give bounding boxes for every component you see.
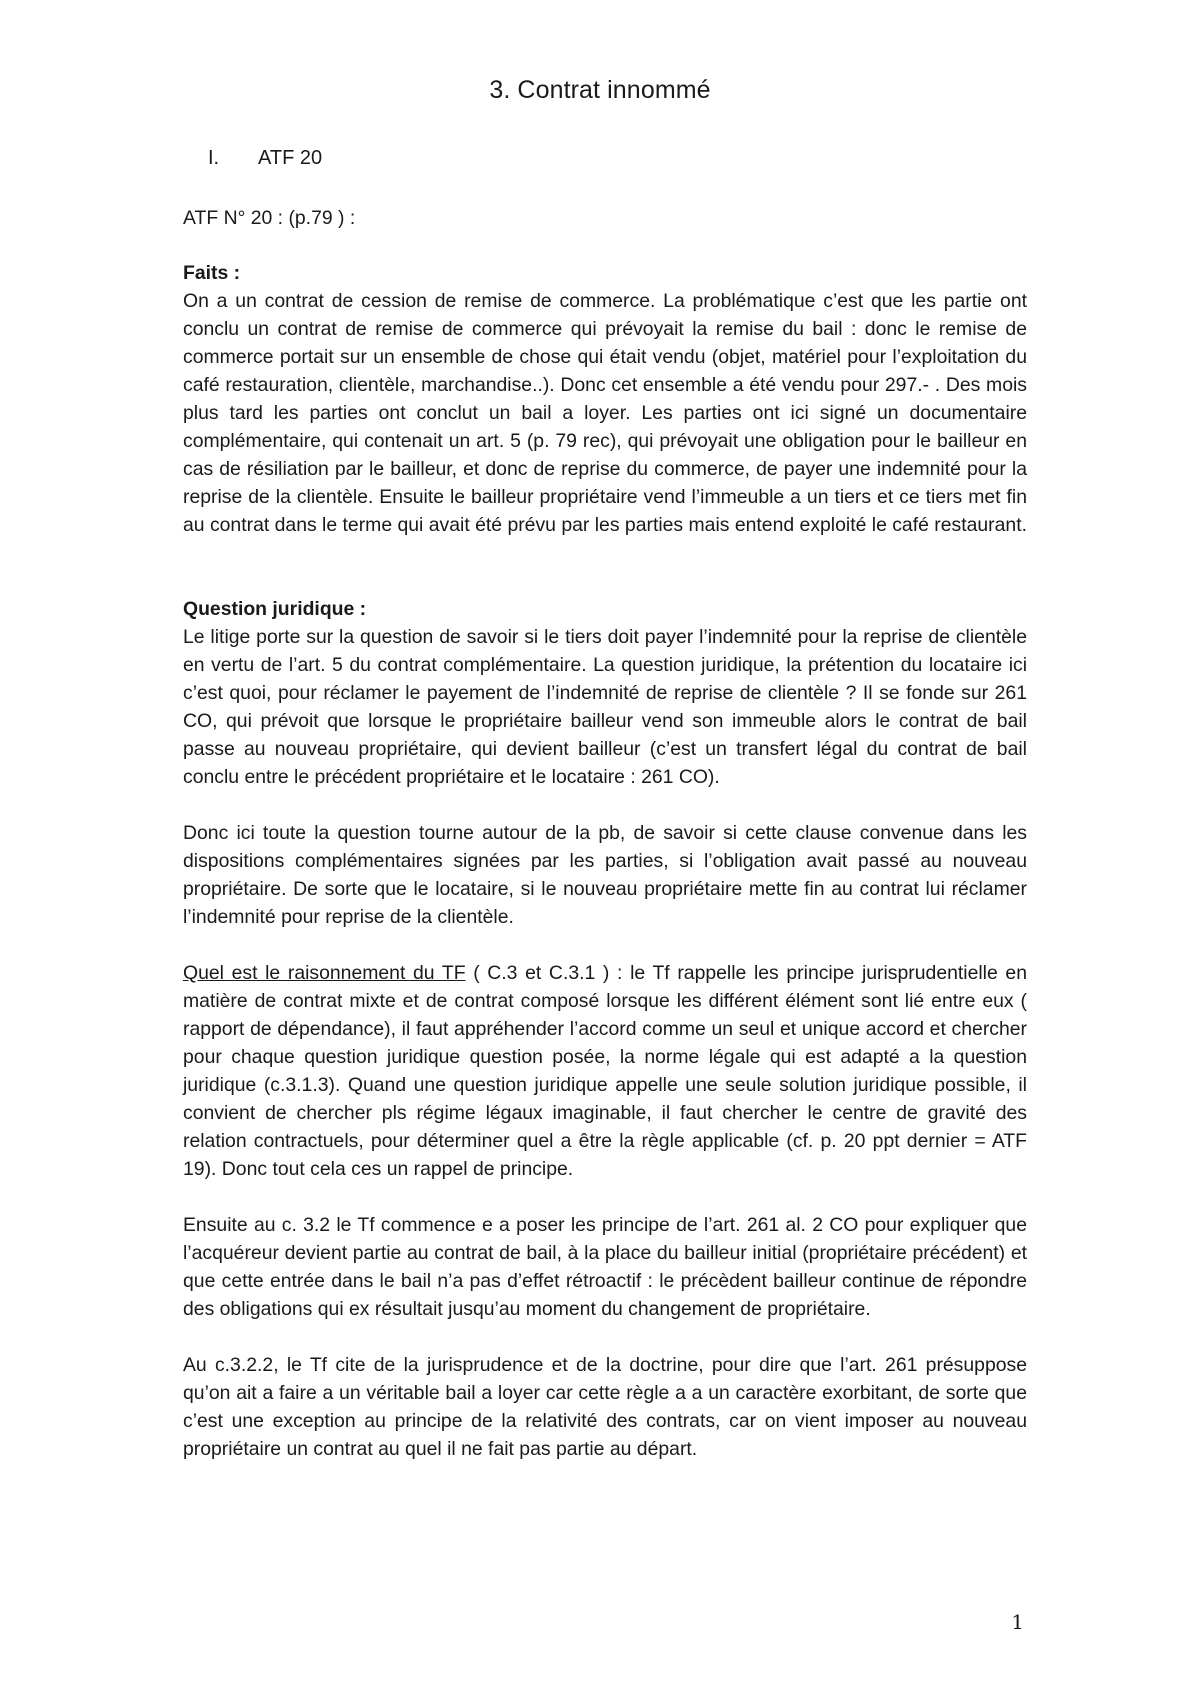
raisonnement-text: ( C.3 et C.3.1 ) : le Tf rappelle les principe jurisprudentielle en matière de contrat mixte et de contrat composé lorsque les différent élément sont lié entre eux ( rapport de dépendance), il faut appréhender l’accord comme un seul et unique accord et chercher pour chaque question juridique question posée, la norme légale qui est adapté a la question juridique (c.3.1.3). Quand une question juridique appelle une seule solution juridique possible, il convient de chercher pls régime légaux imaginable, il faut chercher le centre de gravité des relation contractuels, pour déterminer quel a être la règle applicable (cf. p. 20 ppt dernier = ATF 19). Donc tout cela ces un rappel de principe. [183,962,1027,1180]
question-paragraph [183,595,1027,791]
faits-text: On a un contrat de cession de remise de commerce. La problématique c’est que les partie ont conclu un contrat de remise de commerce qui prévoyait la remise du bail : donc le remise de commerce portait sur un ensemble de chose qui était vendu (objet, matériel pour l’exploitation du café restauration, clientèle, marchandise..). Donc cet ensemble a été vendu pour 297.- . Des mois plus tard les parties ont conclut un bail a loyer. Les parties ont ici signé un documentaire complémentaire, qui contenait un art. 5 (p. 79 rec), qui prévoyait une obligation pour le bailleur en cas de résiliation par le bailleur, et donc de reprise du commerce, de payer une indemnité pour la reprise de la clientèle. Ensuite le bailleur propriétaire vend l’immeuble a un tiers et ce tiers met fin au contrat dans le terme qui avait été prévu par les parties mais entend exploité le café restaurant. [183,290,1027,536]
raisonnement-heading: Quel est le raisonnement du TF [183,962,466,984]
case-reference: ATF N° 20 : (p.79 ) : [183,207,356,229]
page-title: 3. Contrat innommé [489,76,711,104]
section-label: ATF 20 [258,147,323,169]
raisonnement-paragraph [183,959,1027,1183]
section-heading [208,147,322,170]
question-text: Le litige porte sur la question de savoir si le tiers doit payer l’indemnité pour la reprise de clientèle en vertu de l’art. 5 du contrat complémentaire. La question juridique, la prétention du locataire ici c’est quoi, pour réclamer le payement de l’indemnité de reprise de clientèle ? Il se fonde sur 261 CO, qui prévoit que lorsque le propriétaire bailleur vend son immeuble alors le contrat de bail passe au nouveau propriétaire, qui devient bailleur (c’est un transfert légal du contrat de bail conclu entre le précédent propriétaire et le locataire : 261 CO). [183,626,1027,788]
faits-heading: Faits : [183,262,241,284]
donc-paragraph: Donc ici toute la question tourne autour de la pb, de savoir si cette clause convenue dans les dispositions complémentaires signées par les parties, si l’obligation avait passé au nouveau propriétaire. De sorte que le locataire, si le nouveau propriétaire mette fin au contrat lui réclamer l’indemnité pour reprise de la clientèle. [183,822,1027,928]
au-paragraph: Au c.3.2.2, le Tf cite de la jurisprudence et de la doctrine, pour dire que l’art. 261 présuppose qu’on ait a faire a un véritable bail a loyer car cette règle a a un caractère exorbitant, de sorte que c’est une exception au principe de la relativité des contrats, car on vient imposer au nouveau propriétaire un contrat au quel il ne fait pas partie au départ. [183,1354,1027,1460]
section-number: I. [208,147,220,169]
document-body [183,204,1027,1463]
page-number: 1 [1011,1610,1024,1634]
faits-paragraph [183,259,1027,539]
ensuite-paragraph: Ensuite au c. 3.2 le Tf commence e a poser les principe de l’art. 261 al. 2 CO pour expliquer que l’acquéreur devient partie au contrat de bail, à la place du bailleur initial (propriétaire précédent) et que cette entrée dans le bail n’a pas d’effet rétroactif : le précèdent bailleur continue de répondre des obligations qui ex résultait jusqu’au moment du changement de propriétaire. [183,1214,1027,1320]
question-heading: Question juridique : [183,598,367,620]
